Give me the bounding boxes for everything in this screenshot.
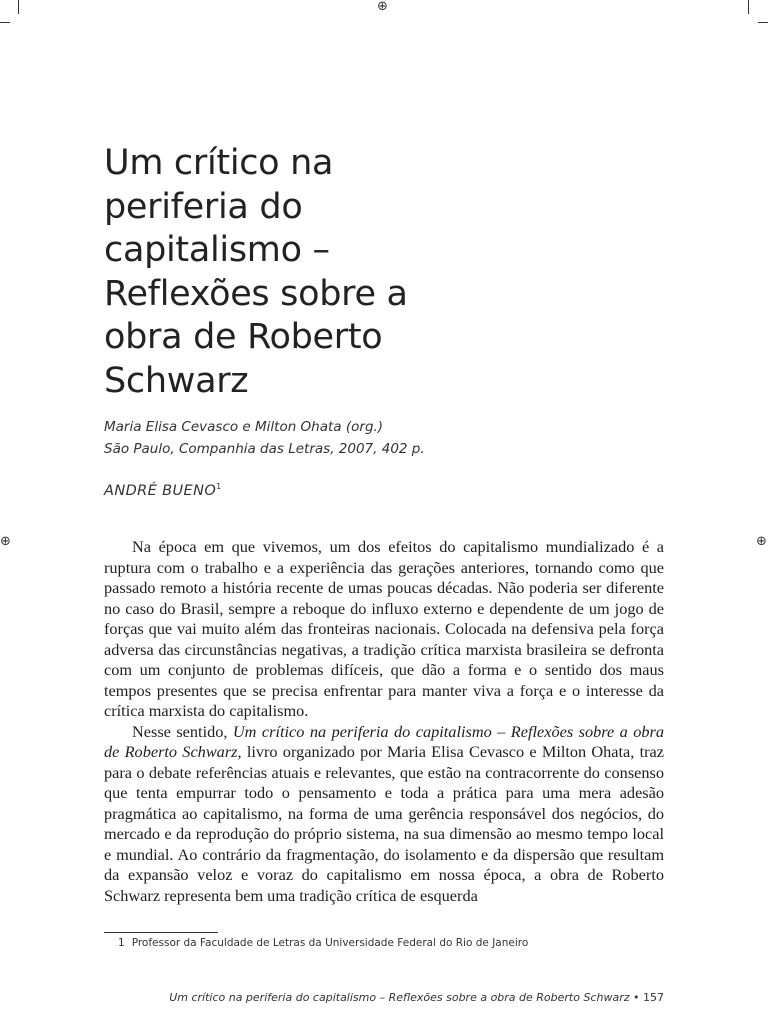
book-reference bbox=[104, 416, 425, 460]
paragraph-2-rest: , livro organizado por Maria Elisa Cevasco e Milton Ohata, traz para o debate referências atuais e relevantes, que estão na contracorrente do consenso que tenta empurrar todo o pensamento e toda a prática para uma mera adesão pragmática ao capitalismo, na forma de uma gerência responsável dos negócios, do mercado e da reprodução do próprio sistema, na sua dimensão ao mesmo tempo local e mundial. Ao contrário da fragmentação, do isolamento e da dispersão que resultam da expansão veloz e voraz do capitalismo em nossa época, a obra de Roberto Schwarz representa bem uma tradição crítica de esquerda bbox=[104, 742, 665, 905]
page-number: 157 bbox=[643, 991, 664, 1004]
registration-mark-icon: ⊕ bbox=[377, 0, 388, 14]
article-title: Um crítico na periferia do capitalismo – Reflexões sobre a obra de Roberto Schwarz bbox=[104, 143, 408, 401]
crop-mark-top-right bbox=[748, 0, 749, 14]
crop-mark-top-left bbox=[0, 22, 10, 23]
footnote-text: Professor da Faculdade de Letras da Universidade Federal do Rio de Janeiro bbox=[131, 937, 529, 949]
author-name: ANDRÉ BUENO bbox=[104, 483, 217, 499]
author-byline bbox=[104, 482, 221, 499]
running-footer-title: Um crítico na periferia do capitalismo – Reflexões sobre a obra de Roberto Schwarz bbox=[169, 991, 630, 1004]
running-footer-separator: • bbox=[629, 991, 643, 1004]
paragraph-2 bbox=[104, 722, 664, 907]
crop-mark-top-left bbox=[18, 0, 19, 14]
footnote-number: 1 bbox=[118, 937, 125, 949]
article-body bbox=[104, 537, 664, 906]
book-publication: São Paulo, Companhia das Letras, 2007, 402 p. bbox=[104, 441, 425, 457]
book-editors: Maria Elisa Cevasco e Milton Ohata (org.) bbox=[104, 419, 384, 435]
registration-mark-icon: ⊕ bbox=[756, 534, 767, 549]
paragraph-1: Na época em que vivemos, um dos efeitos do capitalismo mundializado é a ruptura com o trabalho e a experiência das gerações anteriores, tornando como que passado remoto a história recente de umas poucas décadas. Não poderia ser diferente no caso do Brasil, sempre a reboque do influxo externo e dependente de um jogo de forças que vai muito além das fronteiras nacionais. Colocada na defensiva pela força adversa das circunstâncias negativas, a tradição crítica marxista brasileira se defronta com um conjunto de problemas difíceis, que dão a forma e o sentido dos maus tempos presentes que se precisa enfrentar para manter viva a força e o interesse da crítica marxista do capitalismo. bbox=[104, 537, 664, 720]
footnote bbox=[118, 937, 528, 949]
footnote-rule bbox=[104, 932, 218, 933]
footnote-marker: 1 bbox=[216, 482, 222, 491]
book-title-citation: Um crítico na periferia do capitalismo – Reflexões sobre a obra de Roberto Schwarz bbox=[104, 721, 664, 761]
paragraph-2-lead: Nesse sentido, bbox=[132, 721, 233, 741]
crop-mark-top-right bbox=[758, 22, 768, 23]
running-footer bbox=[169, 991, 664, 1004]
registration-mark-icon: ⊕ bbox=[0, 534, 11, 549]
